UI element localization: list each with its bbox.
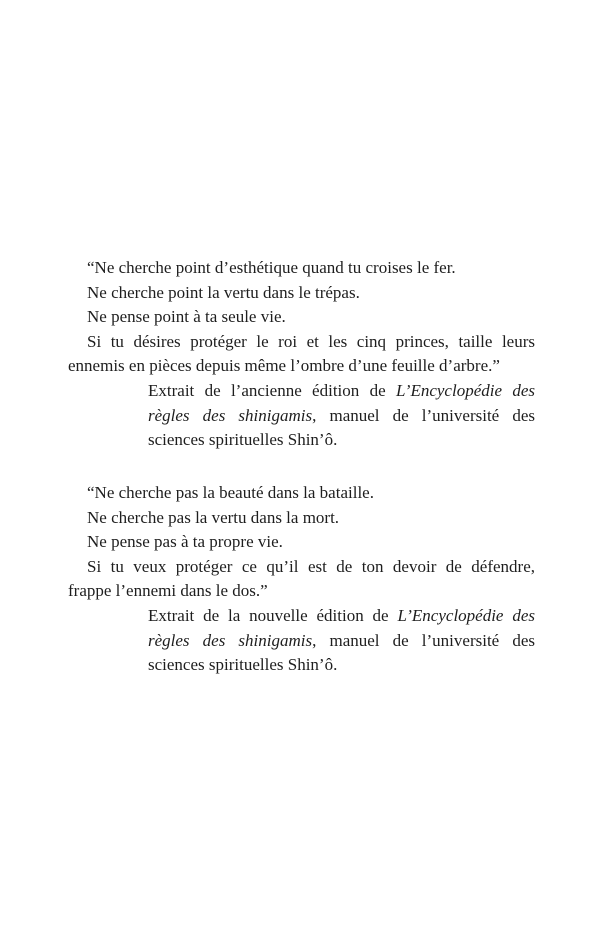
source-prefix: Extrait de la nouvelle édition de [148, 605, 398, 625]
source-line [148, 404, 535, 429]
source-line: sciences spirituelles Shin’ô. [148, 430, 338, 450]
source-line [148, 604, 535, 629]
source-line: sciences spirituelles Shin’ô. [148, 655, 338, 675]
epigraph-new-edition [68, 481, 535, 678]
quote-line: Ne pense pas à ta propre vie. [87, 532, 283, 552]
source-title: règles des shinigamis [148, 405, 313, 425]
quote-line: ennemis en pièces depuis même l’ombre d’une feuille d’arbre.” [68, 356, 500, 376]
epigraph-old-edition [68, 256, 535, 453]
quote-line: Ne pense point à ta seule vie. [87, 307, 286, 327]
source-title: L’Encyclopédie des [397, 605, 535, 625]
quote-line: frappe l’ennemi dans le dos.” [68, 581, 268, 601]
epigraph-source [148, 604, 535, 678]
source-prefix: Extrait de l’ancienne édition de [148, 380, 396, 400]
quote-line: “Ne cherche point d’esthétique quand tu croises le fer. [87, 258, 456, 277]
quote-line: Si tu veux protéger ce qu’il est de ton devoir de défendre, [87, 556, 535, 576]
source-line [148, 629, 535, 654]
epigraph-source [148, 379, 535, 453]
quote-line: “Ne cherche pas la beauté dans la bataille. [87, 483, 374, 502]
source-title: L’Encyclopédie des [395, 380, 535, 400]
quote-line: Ne cherche point la vertu dans le trépas. [87, 282, 360, 302]
source-suffix: , manuel de l’université des [312, 630, 535, 650]
quote-line: Si tu désires protéger le roi et les cinq princes, taille leurs [87, 331, 535, 351]
quote-line: Ne cherche pas la vertu dans la mort. [87, 507, 340, 527]
source-suffix: , manuel de l’université des [312, 405, 535, 425]
source-title: règles des shinigamis [148, 630, 313, 650]
source-line [148, 379, 535, 404]
